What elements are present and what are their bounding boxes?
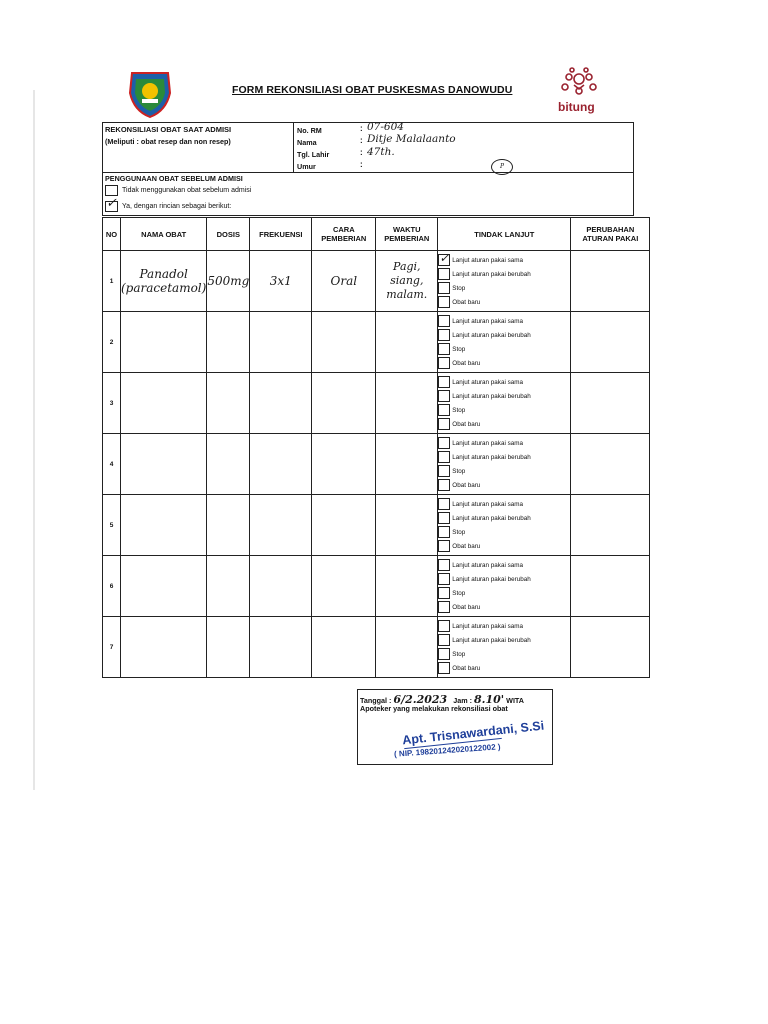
followup-checkbox[interactable] [438, 634, 450, 646]
stamp-nip: ( NIP. 198201242020122002 ) [393, 742, 501, 759]
followup-checkbox[interactable] [438, 559, 450, 571]
form-title: FORM REKONSILIASI OBAT PUSKESMAS DANOWUDU [232, 84, 513, 96]
followup-option [438, 356, 570, 370]
box-divider-vertical [293, 123, 294, 172]
followup-checkbox[interactable] [438, 329, 450, 341]
header-frekuensi: FREKUENSI [250, 218, 312, 251]
table-row [103, 495, 650, 556]
followup-checkbox[interactable] [438, 390, 450, 402]
cell-no: 2 [103, 312, 121, 373]
followup-checkbox[interactable] [438, 648, 450, 660]
followup-checkbox[interactable] [438, 587, 450, 599]
pre-option-yes [105, 196, 232, 212]
followup-option [438, 295, 570, 309]
cell-tindak-lanjut [438, 312, 571, 373]
followup-label: Obat baru [452, 298, 481, 306]
cell-no: 1 [103, 251, 121, 312]
check-mark-icon: ✓ [439, 251, 450, 265]
followup-checkbox[interactable] [438, 451, 450, 463]
followup-option [438, 558, 570, 572]
brand-text: bitung [558, 100, 595, 114]
cell-waktu[interactable]: Pagi, siang, malam. [376, 251, 438, 312]
followup-checkbox[interactable] [438, 343, 450, 355]
followup-label: Lanjut aturan pakai sama [452, 622, 524, 630]
followup-label: Stop [452, 528, 466, 536]
circle-mark: P [491, 159, 513, 175]
followup-label: Lanjut aturan pakai berubah [452, 270, 531, 278]
admisi-title: REKONSILIASI OBAT SAAT ADMISI [105, 125, 232, 134]
cell-perubahan[interactable] [571, 556, 650, 617]
table-row [103, 373, 650, 434]
cell-tindak-lanjut [438, 373, 571, 434]
followup-label: Obat baru [452, 420, 481, 428]
cell-tindak-lanjut [438, 495, 571, 556]
followup-option [438, 464, 570, 478]
jam-label: Jam : [453, 696, 472, 705]
followup-checkbox[interactable] [438, 540, 450, 552]
wita-label: WITA [506, 696, 524, 705]
cell-frekuensi[interactable] [250, 617, 312, 678]
cell-nama-obat[interactable] [121, 556, 207, 617]
followup-label: Lanjut aturan pakai sama [452, 439, 524, 447]
label-no-rm: No. RM [297, 126, 322, 135]
followup-option [438, 450, 570, 464]
followup-label: Lanjut aturan pakai sama [452, 378, 524, 386]
followup-checkbox[interactable] [438, 498, 450, 510]
admisi-subtitle: (Meliputi : obat resep dan non resep) [105, 137, 231, 146]
table-header-row [103, 218, 650, 251]
colon: : [360, 148, 363, 157]
cell-perubahan[interactable] [571, 495, 650, 556]
header-waktu: WAKTU PEMBERIAN [376, 218, 438, 251]
followup-label: Lanjut aturan pakai berubah [452, 636, 531, 644]
followup-label: Lanjut aturan pakai berubah [452, 453, 531, 461]
followup-label: Obat baru [452, 481, 481, 489]
header-nama-obat: NAMA OBAT [121, 218, 207, 251]
followup-option [438, 417, 570, 431]
followup-checkbox[interactable] [438, 282, 450, 294]
cell-no: 5 [103, 495, 121, 556]
followup-option [438, 497, 570, 511]
followup-option [438, 375, 570, 389]
header-perubahan: PERUBAHAN ATURAN PAKAI [571, 218, 650, 251]
table-row [103, 312, 650, 373]
header-tindak-lanjut: TINDAK LANJUT [438, 218, 571, 251]
followup-label: Obat baru [452, 359, 481, 367]
cell-cara[interactable]: Oral [312, 251, 376, 312]
colon: : [360, 136, 363, 145]
stamp-name: Apt. Trisnawardani, S.Si [401, 718, 545, 748]
followup-label: Stop [452, 284, 466, 292]
cell-nama-obat[interactable] [121, 617, 207, 678]
followup-option [438, 600, 570, 614]
followup-checkbox[interactable] [438, 662, 450, 674]
followup-option [438, 539, 570, 553]
followup-option [438, 647, 570, 661]
followup-label: Obat baru [452, 542, 481, 550]
cell-no: 7 [103, 617, 121, 678]
followup-label: Lanjut aturan pakai berubah [452, 331, 531, 339]
followup-option [438, 586, 570, 600]
followup-checkbox[interactable] [438, 601, 450, 613]
cell-nama-obat[interactable] [121, 373, 207, 434]
pre-admisi-title: PENGGUNAAN OBAT SEBELUM ADMISI [105, 174, 243, 183]
checkbox-yes-meds[interactable] [105, 196, 118, 212]
followup-option [438, 525, 570, 539]
cell-waktu[interactable] [376, 434, 438, 495]
followup-option [438, 389, 570, 403]
followup-option [438, 328, 570, 342]
cell-frekuensi[interactable] [250, 434, 312, 495]
cell-frekuensi[interactable] [250, 556, 312, 617]
followup-label: Stop [452, 467, 466, 475]
followup-checkbox[interactable] [438, 573, 450, 585]
followup-label: Lanjut aturan pakai sama [452, 561, 524, 569]
cell-cara[interactable] [312, 373, 376, 434]
cell-cara[interactable] [312, 434, 376, 495]
cell-nama-obat[interactable] [121, 495, 207, 556]
cell-frekuensi[interactable] [250, 373, 312, 434]
followup-checkbox[interactable] [438, 357, 450, 369]
followup-option [438, 253, 570, 267]
cell-waktu[interactable] [376, 495, 438, 556]
cell-no: 4 [103, 434, 121, 495]
followup-option [438, 511, 570, 525]
followup-checkbox[interactable] [438, 437, 450, 449]
table-row [103, 556, 650, 617]
cell-frekuensi[interactable]: 3x1 [250, 251, 312, 312]
followup-option [438, 572, 570, 586]
label-umur: Umur [297, 162, 316, 171]
followup-checkbox[interactable] [438, 620, 450, 632]
pre-option-label: Ya, dengan rincian sebagai berikut: [122, 203, 232, 210]
value-no-rm[interactable]: 07-604 [367, 121, 404, 133]
pre-option-label: Tidak menggunakan obat sebelum admisi [122, 187, 252, 194]
signature-box [357, 689, 553, 765]
cell-perubahan[interactable] [571, 251, 650, 312]
cell-perubahan[interactable] [571, 312, 650, 373]
header-cara: CARA PEMBERIAN [312, 218, 376, 251]
followup-option [438, 436, 570, 450]
followup-option [438, 342, 570, 356]
label-nama: Nama [297, 138, 317, 147]
followup-label: Lanjut aturan pakai sama [452, 256, 524, 264]
followup-option [438, 281, 570, 295]
cell-nama-obat[interactable]: Panadol (paracetamol) [121, 251, 207, 312]
followup-option [438, 633, 570, 647]
cell-dosis[interactable] [207, 617, 250, 678]
cell-tindak-lanjut [438, 251, 571, 312]
followup-label: Lanjut aturan pakai berubah [452, 514, 531, 522]
cell-frekuensi[interactable] [250, 312, 312, 373]
checkbox-no-meds[interactable] [105, 185, 118, 196]
followup-checkbox[interactable] [438, 479, 450, 491]
cell-perubahan[interactable] [571, 434, 650, 495]
cell-waktu[interactable] [376, 617, 438, 678]
cell-tindak-lanjut [438, 434, 571, 495]
cell-cara[interactable] [312, 556, 376, 617]
cell-waktu[interactable] [376, 312, 438, 373]
cell-dosis[interactable] [207, 373, 250, 434]
followup-label: Lanjut aturan pakai berubah [452, 575, 531, 583]
followup-option [438, 267, 570, 281]
followup-checkbox[interactable] [438, 465, 450, 477]
followup-checkbox[interactable] [438, 268, 450, 280]
cell-frekuensi[interactable] [250, 495, 312, 556]
followup-checkbox[interactable] [438, 296, 450, 308]
cell-perubahan[interactable] [571, 617, 650, 678]
table-row [103, 251, 650, 312]
cell-waktu[interactable] [376, 556, 438, 617]
cell-no: 3 [103, 373, 121, 434]
cell-perubahan[interactable] [571, 373, 650, 434]
scan-edge [33, 90, 35, 790]
regional-emblem-icon [126, 67, 174, 119]
check-mark-icon: ✓ [106, 196, 117, 211]
cell-tindak-lanjut [438, 617, 571, 678]
followup-checkbox[interactable] [438, 418, 450, 430]
followup-checkbox[interactable] [438, 376, 450, 388]
followup-option [438, 403, 570, 417]
followup-checkbox[interactable] [438, 512, 450, 524]
table-row [103, 617, 650, 678]
tanggal-label: Tanggal : [360, 696, 392, 705]
apoteker-label: Apoteker yang melakukan rekonsiliasi obat [360, 704, 508, 713]
colon: : [360, 160, 363, 169]
followup-checkbox[interactable] [438, 315, 450, 327]
followup-label: Obat baru [452, 603, 481, 611]
cell-dosis[interactable] [207, 312, 250, 373]
followup-label: Stop [452, 589, 466, 597]
followup-option [438, 661, 570, 675]
followup-label: Stop [452, 345, 466, 353]
cell-dosis[interactable] [207, 434, 250, 495]
cell-tindak-lanjut [438, 556, 571, 617]
value-tgl-lahir[interactable]: 47th. [367, 146, 395, 158]
followup-option [438, 619, 570, 633]
cell-dosis[interactable] [207, 556, 250, 617]
followup-label: Obat baru [452, 664, 481, 672]
jam-value[interactable]: 8.10' [473, 693, 505, 706]
cell-no: 6 [103, 556, 121, 617]
cell-dosis[interactable]: 500mg [207, 251, 250, 312]
followup-checkbox[interactable] [438, 404, 450, 416]
cell-nama-obat[interactable] [121, 434, 207, 495]
followup-label: Lanjut aturan pakai berubah [452, 392, 531, 400]
cell-waktu[interactable] [376, 373, 438, 434]
cell-cara[interactable] [312, 495, 376, 556]
cell-dosis[interactable] [207, 495, 250, 556]
tanggal-value[interactable]: 6/2.2023 [393, 693, 448, 706]
table-row [103, 434, 650, 495]
cell-cara[interactable] [312, 312, 376, 373]
followup-label: Lanjut aturan pakai sama [452, 317, 524, 325]
admission-box [102, 122, 634, 216]
followup-option [438, 314, 570, 328]
bitung-ornament-icon [552, 67, 606, 119]
followup-checkbox[interactable] [438, 251, 450, 266]
followup-checkbox[interactable] [438, 526, 450, 538]
label-tgl-lahir: Tgl. Lahir [297, 150, 330, 159]
value-nama[interactable]: Ditje Malalaanto [367, 133, 456, 145]
pre-option-no [105, 185, 251, 196]
header-dosis: DOSIS [207, 218, 250, 251]
followup-label: Stop [452, 406, 466, 414]
followup-option [438, 478, 570, 492]
colon: : [360, 124, 363, 133]
followup-label: Lanjut aturan pakai sama [452, 500, 524, 508]
followup-label: Stop [452, 650, 466, 658]
cell-cara[interactable] [312, 617, 376, 678]
box-divider-horizontal [103, 172, 633, 173]
cell-nama-obat[interactable] [121, 312, 207, 373]
header-no: NO [103, 218, 121, 251]
medication-table [102, 217, 650, 678]
